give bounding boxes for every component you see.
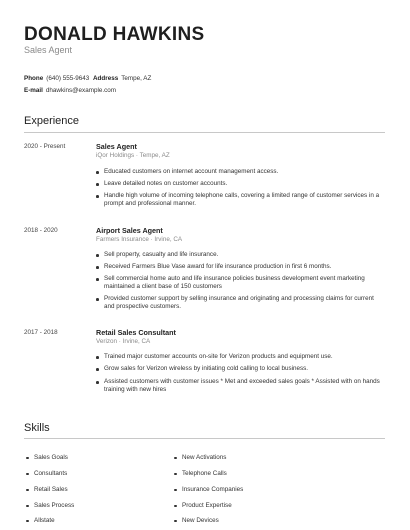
job-bullet: Assisted customers with customer issues * Met and exceeded sales goals * Assisted with on hands training with new hires xyxy=(104,378,382,395)
job-title: Airport Sales Agent xyxy=(96,226,163,235)
address-label: Address xyxy=(93,75,119,82)
skill-item: Allstate xyxy=(34,517,55,524)
contact-email xyxy=(24,87,116,94)
phone-value: (640) 555-9643 xyxy=(46,75,90,82)
job-bullet: Leave detailed notes on customer accounts. xyxy=(104,180,382,188)
job-company: iQor Holdings · Tempe, AZ xyxy=(96,152,170,159)
skills-divider xyxy=(24,438,385,439)
skill-item: Sales Goals xyxy=(34,454,68,461)
candidate-role: Sales Agent xyxy=(24,45,73,55)
candidate-name: DONALD HAWKINS xyxy=(24,24,205,45)
skill-item: Telephone Calls xyxy=(182,470,227,477)
skill-item: Product Expertise xyxy=(182,502,232,509)
job-company: Farmers Insurance · Irvine, CA xyxy=(96,236,183,243)
email-value[interactable]: dhawkins@example.com xyxy=(45,87,116,94)
experience-heading: Experience xyxy=(24,115,80,127)
email-label: E-mail xyxy=(24,87,43,94)
skill-item: New Devices xyxy=(182,517,219,524)
job-title: Retail Sales Consultant xyxy=(96,328,176,337)
job-dates: 2018 - 2020 xyxy=(24,227,58,234)
job-bullet: Trained major customer accounts on-site for Verizon products and equipment use. xyxy=(104,353,382,361)
job-dates: 2017 - 2018 xyxy=(24,329,58,336)
contact-phone xyxy=(24,75,89,82)
job-bullet: Grow sales for Verizon wireless by initiating cold calling to local business. xyxy=(104,365,382,373)
job-bullet: Sell property, casualty and life insurance. xyxy=(104,251,382,259)
experience-divider xyxy=(24,132,385,133)
skill-item: Sales Process xyxy=(34,502,75,509)
job-bullet: Provided customer support by selling insurance and originating and processing claims for current and prospective customers. xyxy=(104,295,382,312)
job-bullet: Educated customers on internet account management access. xyxy=(104,168,382,176)
job-company: Verizon · Irvine, CA xyxy=(96,338,151,345)
contact-address xyxy=(93,75,151,82)
job-bullet: Handle high volume of incoming telephone calls, covering a limited range of customer services in a prompt and professional manner. xyxy=(104,192,382,209)
skill-item: Consultants xyxy=(34,470,68,477)
skill-item: Retail Sales xyxy=(34,486,68,493)
job-bullet: Received Farmers Blue Vase award for life insurance production in first 6 months. xyxy=(104,263,382,271)
skills-heading: Skills xyxy=(24,422,50,434)
skill-item: New Activations xyxy=(182,454,227,461)
job-dates: 2020 - Present xyxy=(24,143,66,150)
job-title: Sales Agent xyxy=(96,142,137,151)
skill-item: Insurance Companies xyxy=(182,486,244,493)
phone-label: Phone xyxy=(24,75,44,82)
address-value: Tempe, AZ xyxy=(121,75,152,82)
job-bullet: Sell commercial home auto and life insurance policies business development event marketing maintained a client base of 150 customers xyxy=(104,275,382,292)
